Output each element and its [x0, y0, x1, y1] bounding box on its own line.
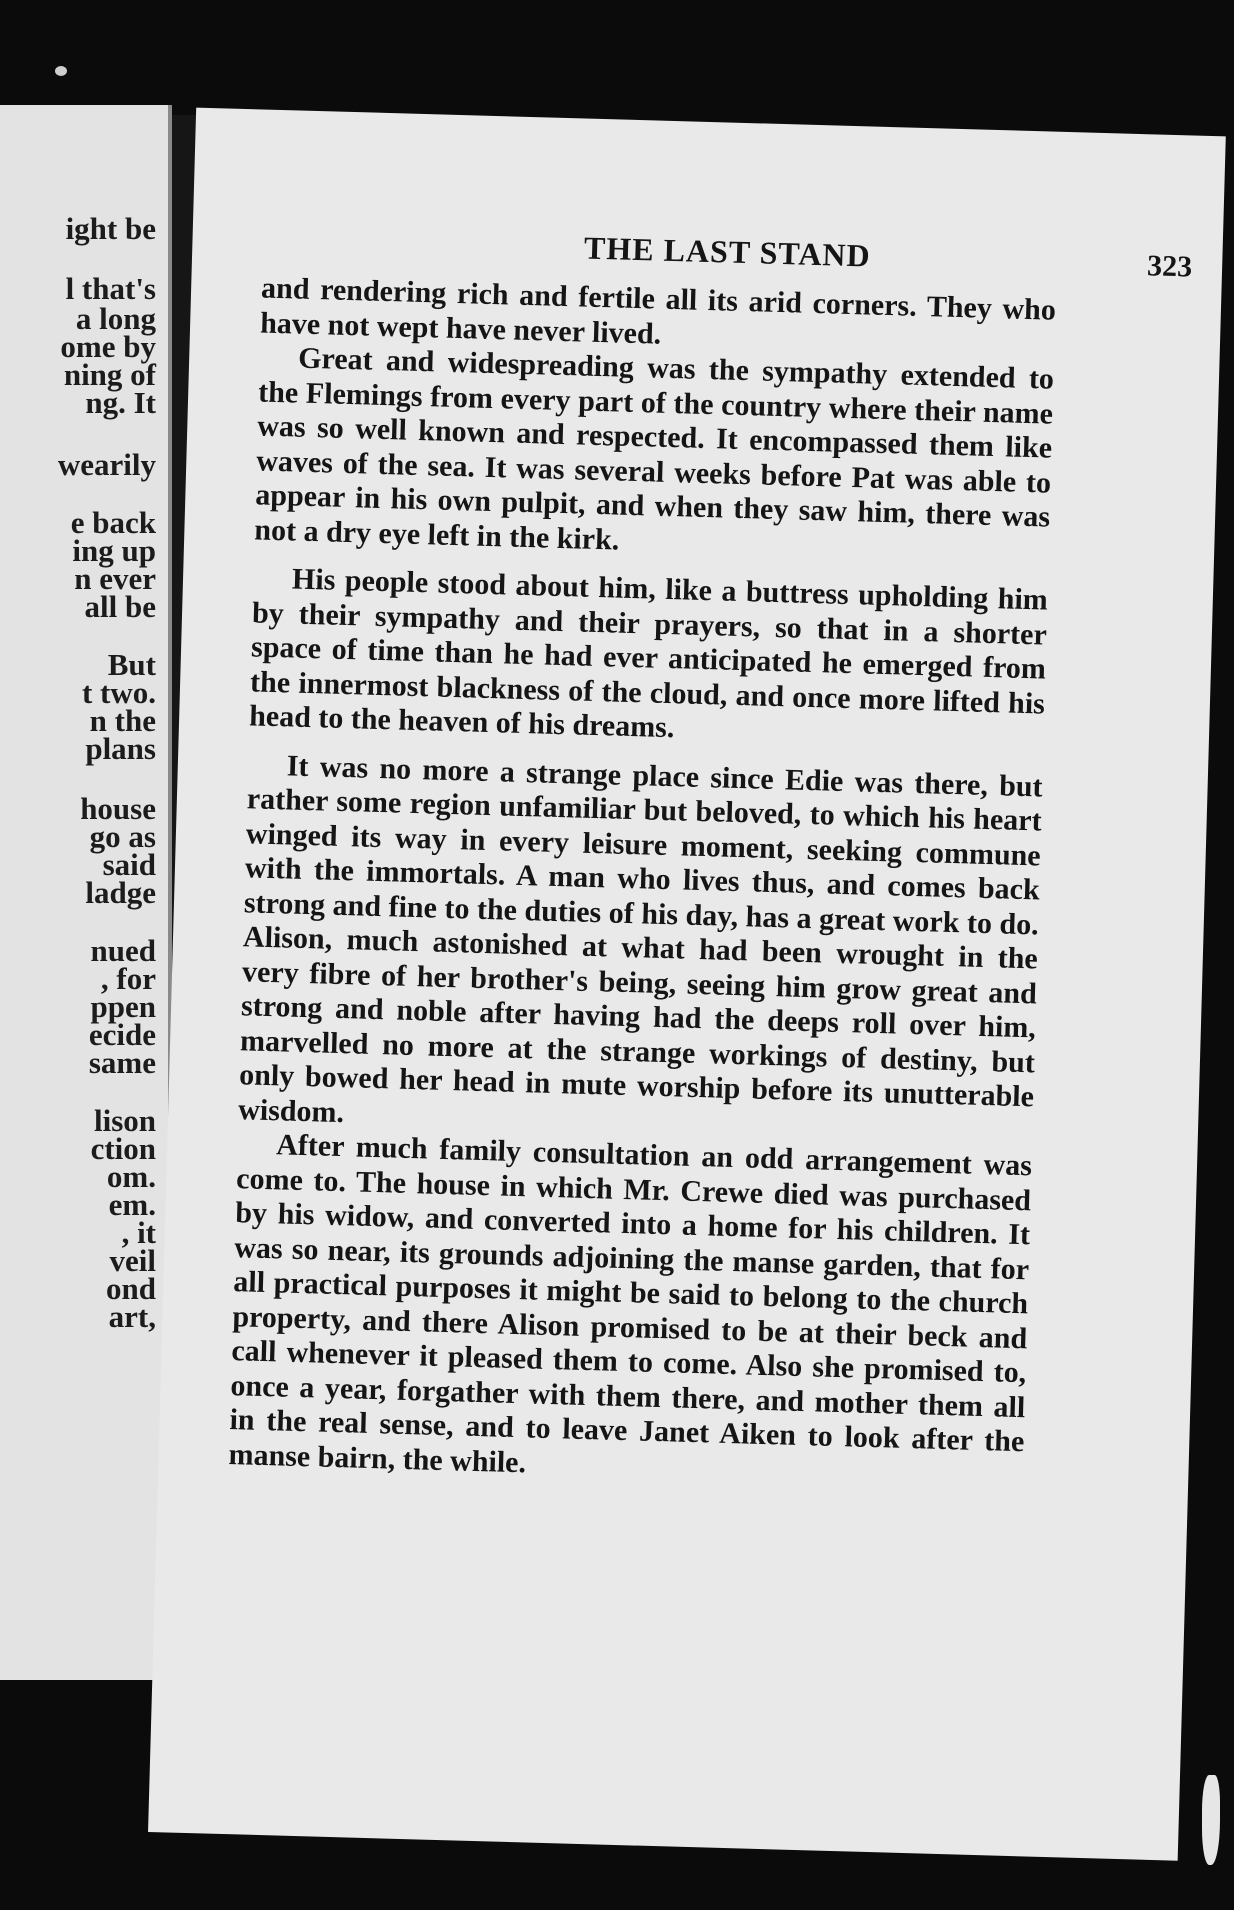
left-page-line: n ever: [74, 561, 156, 596]
paragraph: Great and widespreading was the sympathy extended to the Flemings from every part of the country where their name was so well known and respected. It encompassed them like waves of the sea. It was several weeks before Pat was able to appear in his own pulpit, and when they saw him, there was not a dry eye left in the kirk.: [253, 341, 1055, 557]
left-page-line: , for: [100, 961, 156, 996]
left-page-line: nued: [90, 933, 156, 968]
left-page-line: ladge: [85, 875, 156, 910]
left-page-line: art,: [108, 1299, 156, 1334]
left-page-line: ecide: [88, 1017, 156, 1052]
left-page-line: plans: [85, 731, 156, 766]
left-page-line: all be: [84, 589, 156, 624]
left-page-line: ppen: [90, 989, 156, 1024]
left-page-line: go as: [89, 819, 156, 854]
left-page-line: ning of: [63, 357, 156, 392]
left-page-line: ight be: [65, 211, 156, 246]
left-page-line: t two.: [81, 675, 156, 710]
left-page-line: said: [102, 847, 156, 882]
dust-speck: [55, 66, 67, 76]
left-page-line: a long: [75, 301, 156, 336]
paragraph: It was no more a strange place since Edie was there, but rather some region unfamiliar but beloved, to which his heart winged its way in every leisure moment, seeking commune with the immortals. A man who lives thus, and comes back strong and fine to the duties of his day, has a great work to do. Alison, much astonished at what had been wrought in the very fibre of her brother's being, seeing him grow great and strong and noble after having had the deeps roll over him, marvelled no more at the strange workings of destiny, but only bowed her head in mute worship before its unutterable wisdom.: [237, 748, 1044, 1129]
left-page-line: wearily: [57, 447, 156, 482]
left-page-line: ing up: [72, 533, 156, 568]
paragraph: After much family consultation an odd arrangement was come to. The house in which Mr. Crewe died was purchased by his widow, and converted into a home for his children. It was so near, its grounds adjoining the manse garden, that for all practical purposes it might be said to belong to the church property, and there Alison promised to be at their beck and call whenever it pleased them to come. Also she promised to, once a year, forgather with them there, and mother them all in the real sense, and to leave Janet Aiken to look after the manse bairn, the while.: [228, 1128, 1033, 1479]
left-page-line: ome by: [60, 329, 156, 364]
left-page-line: But: [107, 647, 156, 682]
left-page-line: lison: [93, 1103, 156, 1138]
page-edge-mark: [1202, 1775, 1220, 1865]
left-page-line: om.: [106, 1159, 156, 1194]
left-page-line: ction: [90, 1131, 156, 1166]
left-page-line: l that's: [65, 271, 156, 306]
body-text: [228, 272, 1056, 1495]
left-page-line: , it: [121, 1215, 156, 1250]
left-page-line: e back: [70, 505, 156, 540]
left-page-line: house: [80, 791, 156, 826]
left-page-line: veil: [109, 1243, 156, 1278]
page-number: 323: [1146, 249, 1193, 284]
left-page-line: same: [88, 1045, 156, 1080]
page-header: [262, 215, 1193, 285]
running-head: THE LAST STAND: [583, 229, 872, 274]
paragraph: His people stood about him, like a buttress upholding him by their sympathy and their prayers, so that in a shorter space of time than he had ever anticipated he emerged from the innermost blackness of the cloud, and once more lifted his head to the heaven of his dreams.: [248, 562, 1049, 745]
right-page: [148, 108, 1226, 1861]
left-page-line: ng. It: [85, 385, 156, 420]
left-page-line: em.: [108, 1187, 156, 1222]
left-page: [0, 105, 172, 1680]
paragraph: and rendering rich and fertile all its arid corners. They who have not wept have never lived.: [259, 271, 1057, 351]
left-page-line: ond: [106, 1271, 156, 1306]
left-page-line: n the: [89, 703, 156, 738]
